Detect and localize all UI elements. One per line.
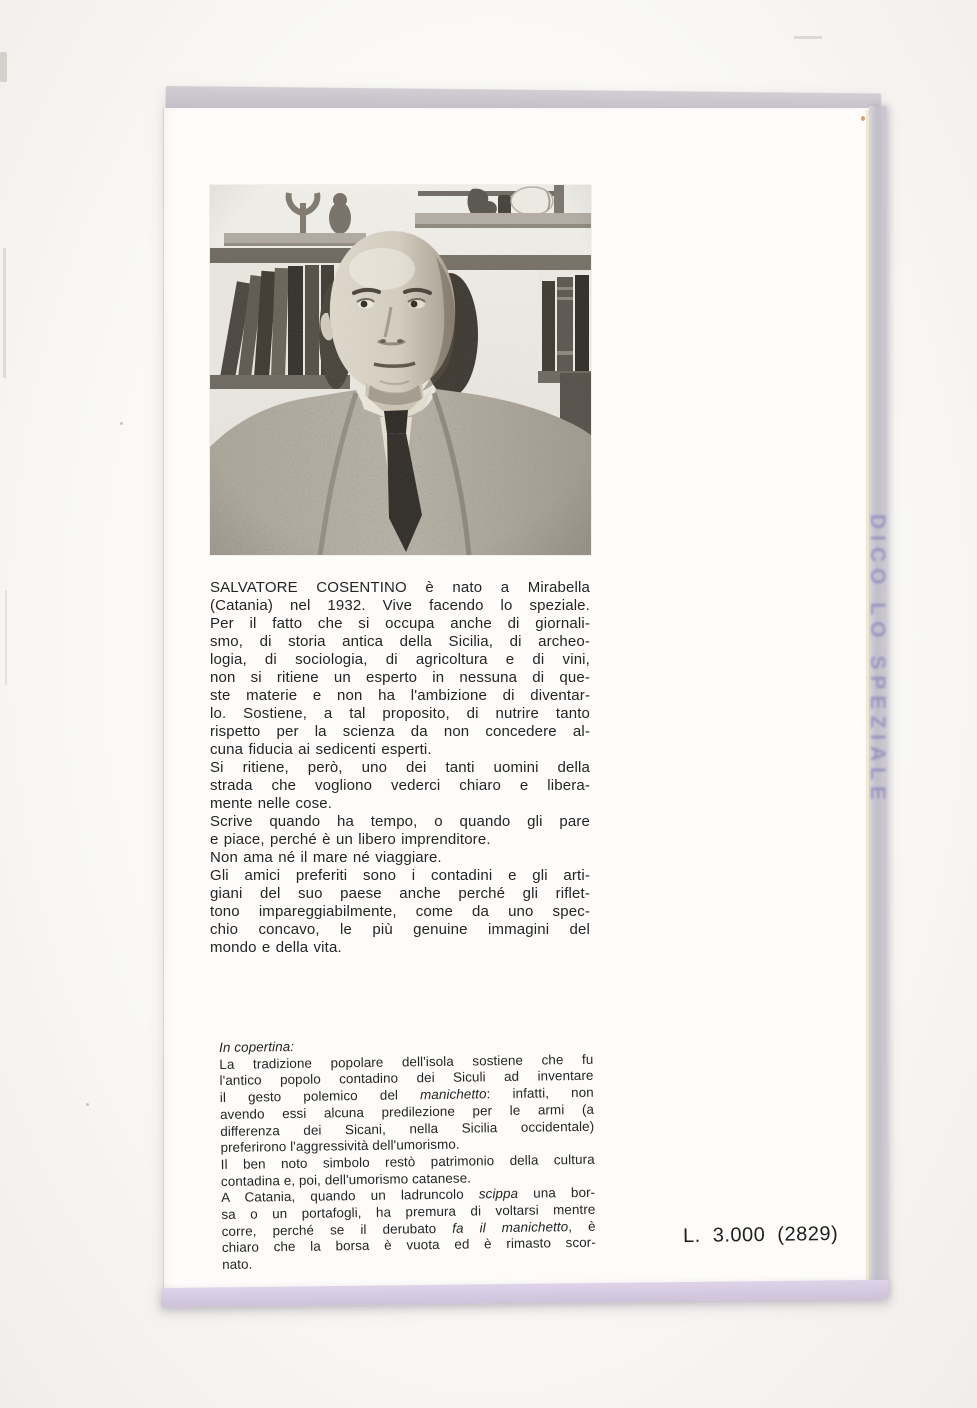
photo-grain	[210, 185, 591, 555]
cover-note-line: nato.	[222, 1256, 253, 1273]
cover-note-line: avendo essi alcuna predilezione per le armi (a	[219, 1101, 595, 1122]
bio-line: tono impareggiabilmente, come da uno spec-	[210, 903, 590, 920]
cover-note-line: preferirono l'aggressività dell'umorismo.	[220, 1136, 460, 1156]
scan-artifact	[120, 422, 123, 425]
cover-note-line: Il ben noto simbolo restò patrimonio della cultura	[220, 1151, 595, 1172]
bio-line: Scrive quando ha tempo, o quando gli pare	[210, 813, 590, 830]
scan-artifact	[3, 248, 6, 378]
bio-line: logia, di sociologia, di agricoltura e di vini,	[210, 651, 590, 668]
bio-line: Gli amici preferiti sono i contadini e gli arti-	[210, 867, 590, 884]
cover-note-line: l'antico popolo contadino dei Siculi ad inventare	[219, 1068, 594, 1089]
cover-note-line: A Catania, quando un ladruncolo scippa una bor-	[221, 1185, 596, 1206]
bio-line: e piace, perché è un libero imprenditore.	[210, 831, 491, 848]
bio-line: Si ritiene, però, uno dei tanti uomini della	[210, 759, 590, 776]
cover-note-body	[219, 1051, 596, 1273]
bio-line: strada che vogliono vederci chiaro e libera-	[210, 777, 590, 794]
bio-line: smo, di storia antica della Sicilia, di archeo-	[210, 633, 590, 650]
cover-note-line: sa o un portafogli, ha premura di voltarsi mentre	[221, 1201, 596, 1223]
cover-note-line: La tradizione popolare dell'isola sostiene che fu	[219, 1051, 594, 1072]
scan-artifact	[0, 52, 7, 82]
bio-line: Per il fatto che si occupa anche di giornali-	[210, 615, 590, 632]
cover-note-line: chiaro che la borsa è vuota ed è rimasto scor-	[221, 1235, 596, 1256]
bio-line: Non ama né il mare né viaggiare.	[210, 849, 442, 866]
bio-line: non si ritiene un esperto in nessuna di que-	[210, 669, 590, 686]
author-photo	[210, 185, 591, 555]
cover-note-heading: In copertina:	[219, 1038, 295, 1055]
cover-note-line: differenza dei Sicani, nella Sicilia occidentale)	[220, 1118, 595, 1139]
cover-note	[219, 1035, 596, 1274]
bio-line: chio concavo, le più genuine immagini del	[210, 921, 590, 938]
bio-line: rispetto per la scienza da non concedere al-	[210, 723, 590, 740]
author-photo-illustration	[210, 185, 591, 555]
cover-note-line: il gesto polemico del manichetto: infatti, non	[219, 1084, 594, 1106]
book-back-cover	[161, 86, 891, 1307]
bio-line: ste materie e non ha l'ambizione di diventar-	[210, 687, 590, 704]
cover-note-line: corre, perché se il derubato fa il manichetto, è	[221, 1218, 596, 1239]
scan-artifact	[794, 36, 822, 39]
spine-title-showthrough: DICO LO SPEZIALE	[866, 514, 890, 807]
bio-line: giani del suo paese anche perché gli riflet-	[210, 885, 590, 902]
bio-line: (Catania) nel 1932. Vive facendo lo speziale.	[210, 597, 590, 614]
book-spine-edge	[866, 106, 890, 1294]
book-page	[163, 108, 871, 1293]
price-label: L. 3.000 (2829)	[682, 1222, 839, 1248]
bio-line: mente nelle cose.	[210, 795, 333, 812]
bio-line: SALVATORE COSENTINO è nato a Mirabella	[210, 579, 590, 596]
scan-artifact	[86, 1103, 89, 1106]
bio-line: cuna fiducia ai sedicenti esperti.	[210, 741, 432, 758]
bio-line: mondo e della vita.	[210, 939, 342, 956]
cover-note-line: contadina e, poi, dell'umorismo catanese.	[220, 1170, 472, 1189]
author-bio	[210, 579, 590, 957]
scan-artifact	[861, 116, 865, 121]
bio-line: lo. Sostiene, a tal proposito, di nutrire tanto	[210, 705, 590, 722]
scan-artifact	[5, 590, 7, 685]
